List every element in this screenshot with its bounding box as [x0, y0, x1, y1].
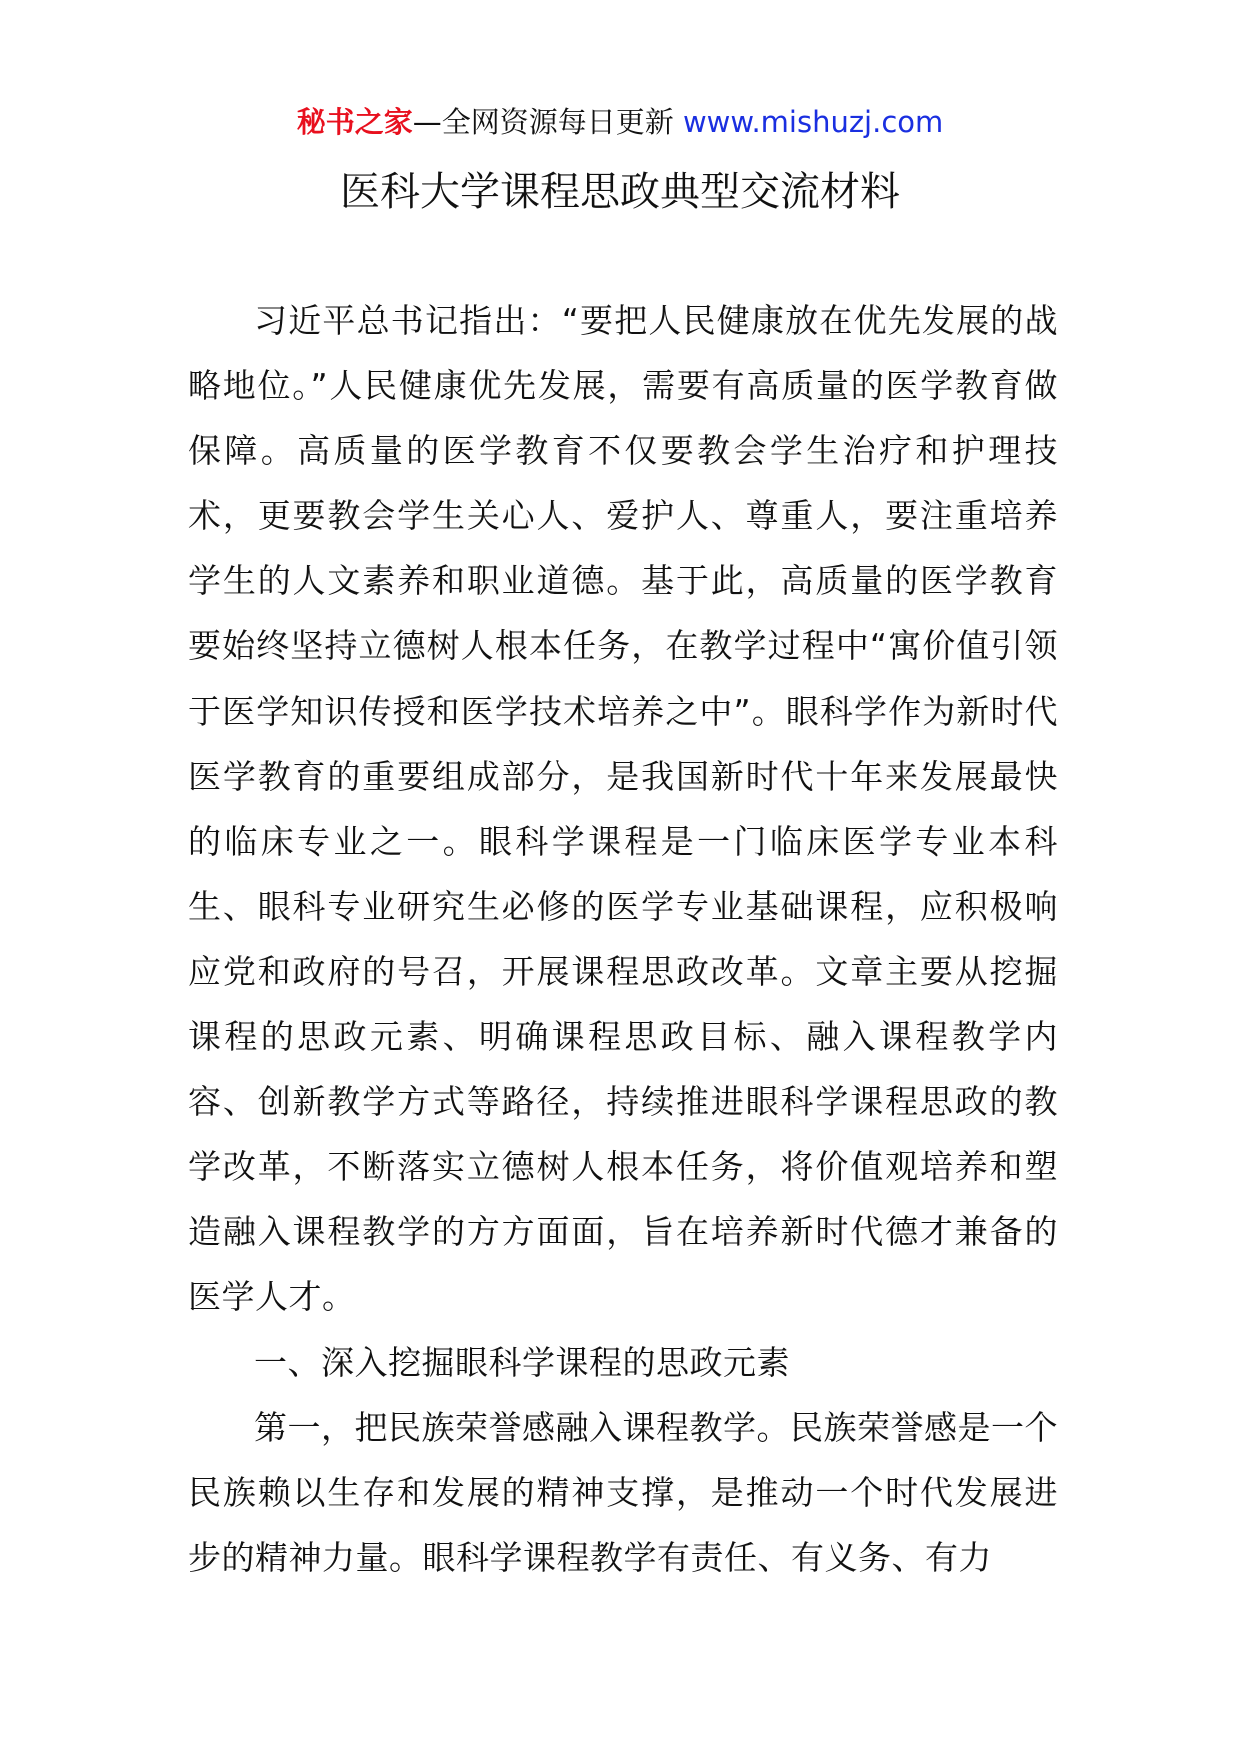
paragraph-first-point: 第一，把民族荣誉感融入课程教学。民族荣誉感是一个民族赖以生存和发展的精神支撑，是推动一个时代发展进步的精神力量。眼科学课程教学有责任、有义务、有力: [188, 1407, 1058, 1577]
document-body: [188, 288, 1058, 1590]
paragraph-intro: 习近平总书记指出：“要把人民健康放在优先发展的战略地位。”人民健康优先发展，需要有高质量的医学教育做保障。高质量的医学教育不仅要教会学生治疗和护理技术，更要教会学生关心人、爱护人、尊重人，要注重培养学生的人文素养和职业道德。基于此，高质量的医学教育要始终坚持立德树人根本任务，在教学过程中“寓价值引领于医学知识传授和医学技术培养之中”。眼科学作为新时代医学教育的重要组成部分，是我国新时代十年来发展最快的临床专业之一。眼科学课程是一门临床医学专业本科生、眼科专业研究生必修的医学专业基础课程，应积极响应党和政府的号召，开展课程思政改革。文章主要从挖掘课程的思政元素、明确课程思政目标、融入课程教学内容、创新教学方式等路径，持续推进眼科学课程思政的教学改革，不断落实立德树人根本任务，将价值观培养和塑造融入课程教学的方方面面，旨在培养新时代德才兼备的医学人才。: [188, 301, 1058, 1317]
site-header: [0, 100, 1240, 144]
site-tagline: —全网资源每日更新: [412, 105, 674, 139]
section-heading: 一、深入挖掘眼科学课程的思政元素: [254, 1342, 790, 1382]
site-url-link[interactable]: www.mishuzj.com: [682, 105, 944, 139]
site-brand: 秘书之家: [296, 105, 413, 139]
document-title: 医科大学课程思政典型交流材料: [340, 169, 900, 215]
